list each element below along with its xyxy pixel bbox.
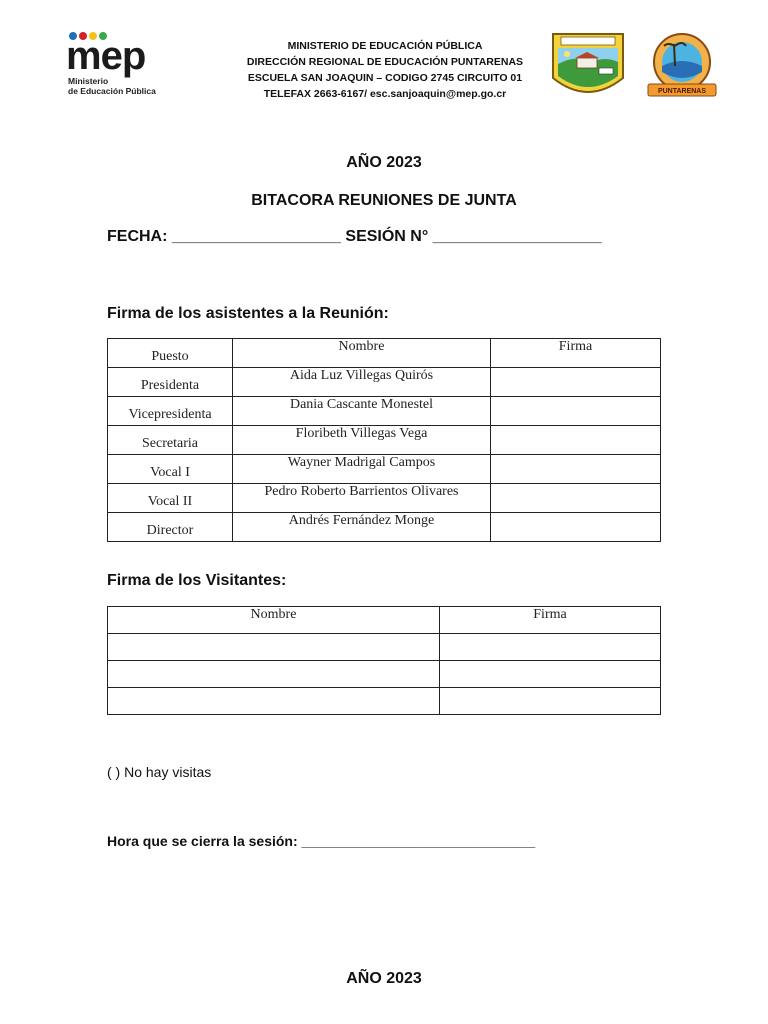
header-nombre: Nombre (108, 607, 440, 634)
cell-nombre: Andrés Fernández Monge (233, 513, 491, 542)
header-line-contact: TELEFAX 2663-6167/ esc.sanjoaquin@mep.go.cr (263, 88, 507, 100)
date-session-line: FECHA: ___________________ SESIÓN N° ___________________ (107, 228, 602, 245)
cell-nombre: Floribeth Villegas Vega (233, 426, 491, 455)
crest-caption: PUNTARENAS (657, 88, 707, 95)
mep-logo (66, 32, 161, 100)
header-nombre: Nombre (233, 339, 491, 368)
visitors-header-row (108, 607, 661, 634)
header-line-direction: DIRECCIÓN REGIONAL DE EDUCACIÓN PUNTARENAS (246, 56, 524, 68)
cell-nombre: Pedro Roberto Barrientos Olivares (233, 484, 491, 513)
school-crest-icon (547, 28, 629, 102)
title-year: AÑO 2023 (346, 154, 422, 171)
table-row (108, 484, 661, 513)
attendees-header-row (108, 339, 661, 368)
table-row (108, 455, 661, 484)
institution-header (230, 38, 540, 102)
cell-puesto: Vicepresidenta (108, 397, 233, 426)
table-row (108, 634, 661, 661)
header-firma: Firma (440, 607, 661, 634)
table-row (108, 513, 661, 542)
table-row (108, 688, 661, 715)
logo-subtitle-line1: Ministerio (68, 76, 109, 86)
cell-nombre[interactable] (108, 661, 440, 688)
visitors-heading: Firma de los Visitantes: (107, 572, 287, 589)
cell-nombre: Dania Cascante Monestel (233, 397, 491, 426)
cell-firma[interactable] (491, 513, 661, 542)
header-firma: Firma (491, 339, 661, 368)
cell-puesto: Presidenta (108, 368, 233, 397)
cell-puesto: Vocal I (108, 455, 233, 484)
cell-firma[interactable] (491, 484, 661, 513)
cell-firma[interactable] (491, 426, 661, 455)
visitors-table (107, 606, 661, 715)
cell-firma[interactable] (440, 634, 661, 661)
cell-firma[interactable] (440, 688, 661, 715)
attendees-table (107, 338, 661, 542)
logo-word: mep (66, 34, 146, 78)
header-puesto: Puesto (108, 339, 233, 368)
title-main: BITACORA REUNIONES DE JUNTA (251, 192, 517, 209)
cell-nombre: Wayner Madrigal Campos (233, 455, 491, 484)
cell-puesto: Director (108, 513, 233, 542)
header-line-ministry: MINISTERIO DE EDUCACIÓN PÚBLICA (287, 40, 483, 52)
table-row (108, 368, 661, 397)
cell-puesto: Secretaria (108, 426, 233, 455)
logo-subtitle-line2: de Educación Pública (68, 86, 156, 96)
header-line-school: ESCUELA SAN JOAQUIN – CODIGO 2745 CIRCUITO 01 (247, 72, 523, 84)
cell-nombre[interactable] (108, 688, 440, 715)
cell-puesto: Vocal II (108, 484, 233, 513)
cell-firma[interactable] (491, 368, 661, 397)
close-time-line: Hora que se cierra la sesión: ______________________________ (107, 833, 536, 849)
attendees-heading: Firma de los asistentes a la Reunión: (107, 305, 389, 322)
cell-firma[interactable] (491, 397, 661, 426)
regional-direction-crest-icon (644, 26, 720, 104)
table-row (108, 397, 661, 426)
cell-firma[interactable] (491, 455, 661, 484)
table-row (108, 426, 661, 455)
table-row (108, 661, 661, 688)
cell-firma[interactable] (440, 661, 661, 688)
cell-nombre[interactable] (108, 634, 440, 661)
footer-year: AÑO 2023 (346, 970, 422, 987)
no-visits-checkbox-line[interactable]: ( ) No hay visitas (107, 764, 212, 780)
logo-subtitle (68, 76, 156, 96)
cell-nombre: Aida Luz Villegas Quirós (233, 368, 491, 397)
